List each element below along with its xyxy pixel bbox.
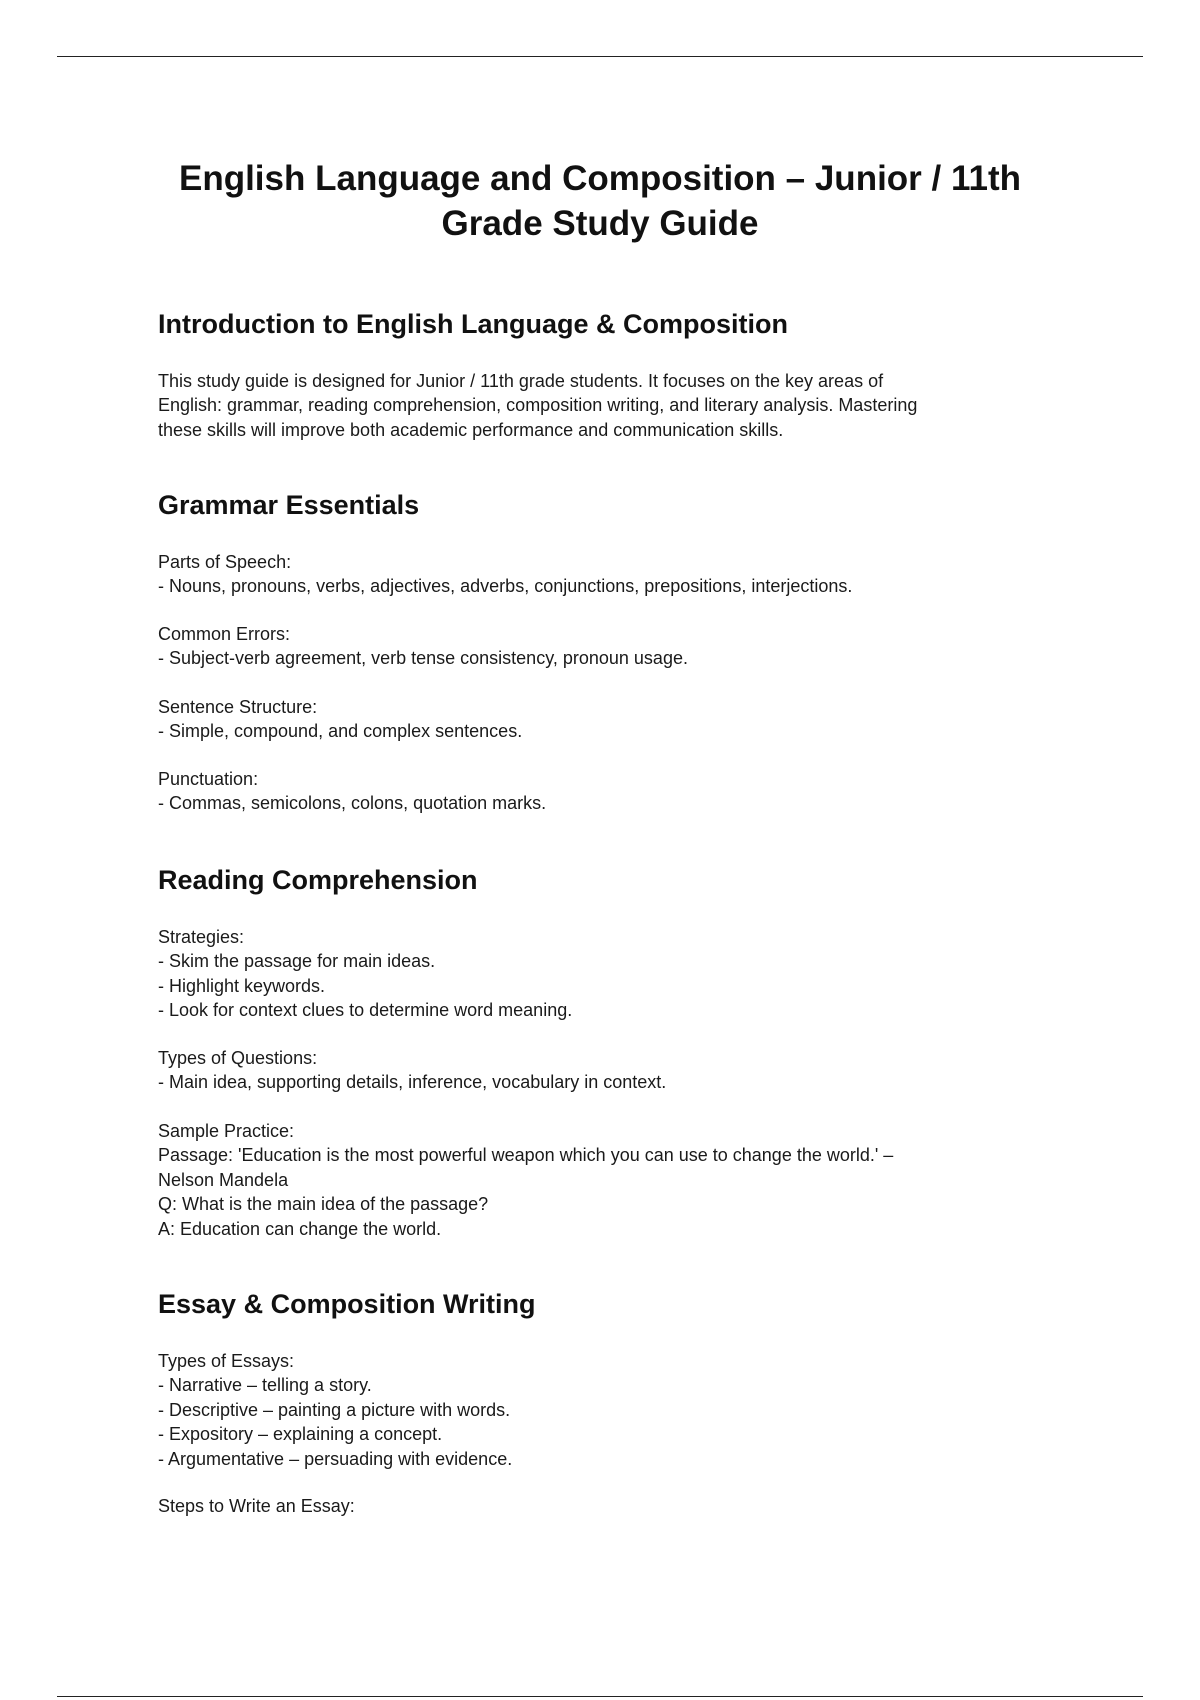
block-label: Types of Essays: xyxy=(158,1351,295,1371)
section-heading-essay: Essay & Composition Writing xyxy=(158,1289,536,1319)
passage-line: Nelson Mandela xyxy=(158,1169,289,1190)
document-title: English Language and Composition – Junior / 11th Grade Study Guide xyxy=(178,159,1022,243)
block-label: Sentence Structure: xyxy=(158,697,318,717)
question-line: Q: What is the main idea of the passage? xyxy=(158,1194,489,1215)
list-item: - Highlight keywords. xyxy=(158,975,326,996)
reading-sample-practice xyxy=(158,1119,1038,1241)
list-item: - Main idea, supporting details, inference, vocabulary in context. xyxy=(158,1072,667,1093)
list-item: - Subject-verb agreement, verb tense consistency, pronoun usage. xyxy=(158,648,688,669)
list-item: - Narrative – telling a story. xyxy=(158,1375,372,1396)
list-item: - Skim the passage for main ideas. xyxy=(158,951,436,972)
grammar-common-errors xyxy=(158,622,1038,671)
list-item: - Simple, compound, and complex sentences. xyxy=(158,721,523,742)
block-label: Parts of Speech: xyxy=(158,552,292,572)
passage-line: Passage: 'Education is the most powerful weapon which you can use to change the world.' – xyxy=(158,1145,894,1166)
grammar-punctuation xyxy=(158,767,1038,816)
list-item: - Commas, semicolons, colons, quotation marks. xyxy=(158,793,547,814)
top-rule xyxy=(57,56,1143,57)
list-item: - Nouns, pronouns, verbs, adjectives, adverbs, conjunctions, prepositions, interjections. xyxy=(158,576,853,597)
block-label: Punctuation: xyxy=(158,769,259,789)
essay-steps xyxy=(158,1494,1038,1518)
section-heading-reading: Reading Comprehension xyxy=(158,865,478,895)
list-item: - Argumentative – persuading with evidence. xyxy=(158,1448,513,1469)
intro-line: English: grammar, reading comprehension, composition writing, and literary analysis. Mastering xyxy=(158,395,918,416)
reading-strategies xyxy=(158,925,1038,1023)
grammar-sentence-structure xyxy=(158,695,1038,744)
section-heading-introduction: Introduction to English Language & Composition xyxy=(158,309,788,339)
list-item: - Look for context clues to determine word meaning. xyxy=(158,1000,573,1021)
answer-line: A: Education can change the world. xyxy=(158,1218,442,1239)
block-label: Types of Questions: xyxy=(158,1048,318,1068)
list-item: - Descriptive – painting a picture with words. xyxy=(158,1399,511,1420)
grammar-parts-of-speech xyxy=(158,550,1038,599)
block-label: Strategies: xyxy=(158,927,245,947)
intro-line: This study guide is designed for Junior / 11th grade students. It focuses on the key areas of xyxy=(158,371,884,391)
essay-types xyxy=(158,1349,1038,1471)
list-item: - Expository – explaining a concept. xyxy=(158,1424,443,1445)
bottom-rule xyxy=(57,1696,1143,1697)
block-label: Common Errors: xyxy=(158,624,291,644)
block-label: Sample Practice: xyxy=(158,1121,295,1141)
section-heading-grammar: Grammar Essentials xyxy=(158,490,420,520)
block-label: Steps to Write an Essay: xyxy=(158,1496,355,1516)
intro-line: these skills will improve both academic performance and communication skills. xyxy=(158,419,784,440)
reading-question-types xyxy=(158,1046,1038,1095)
intro-paragraph xyxy=(158,369,1038,442)
